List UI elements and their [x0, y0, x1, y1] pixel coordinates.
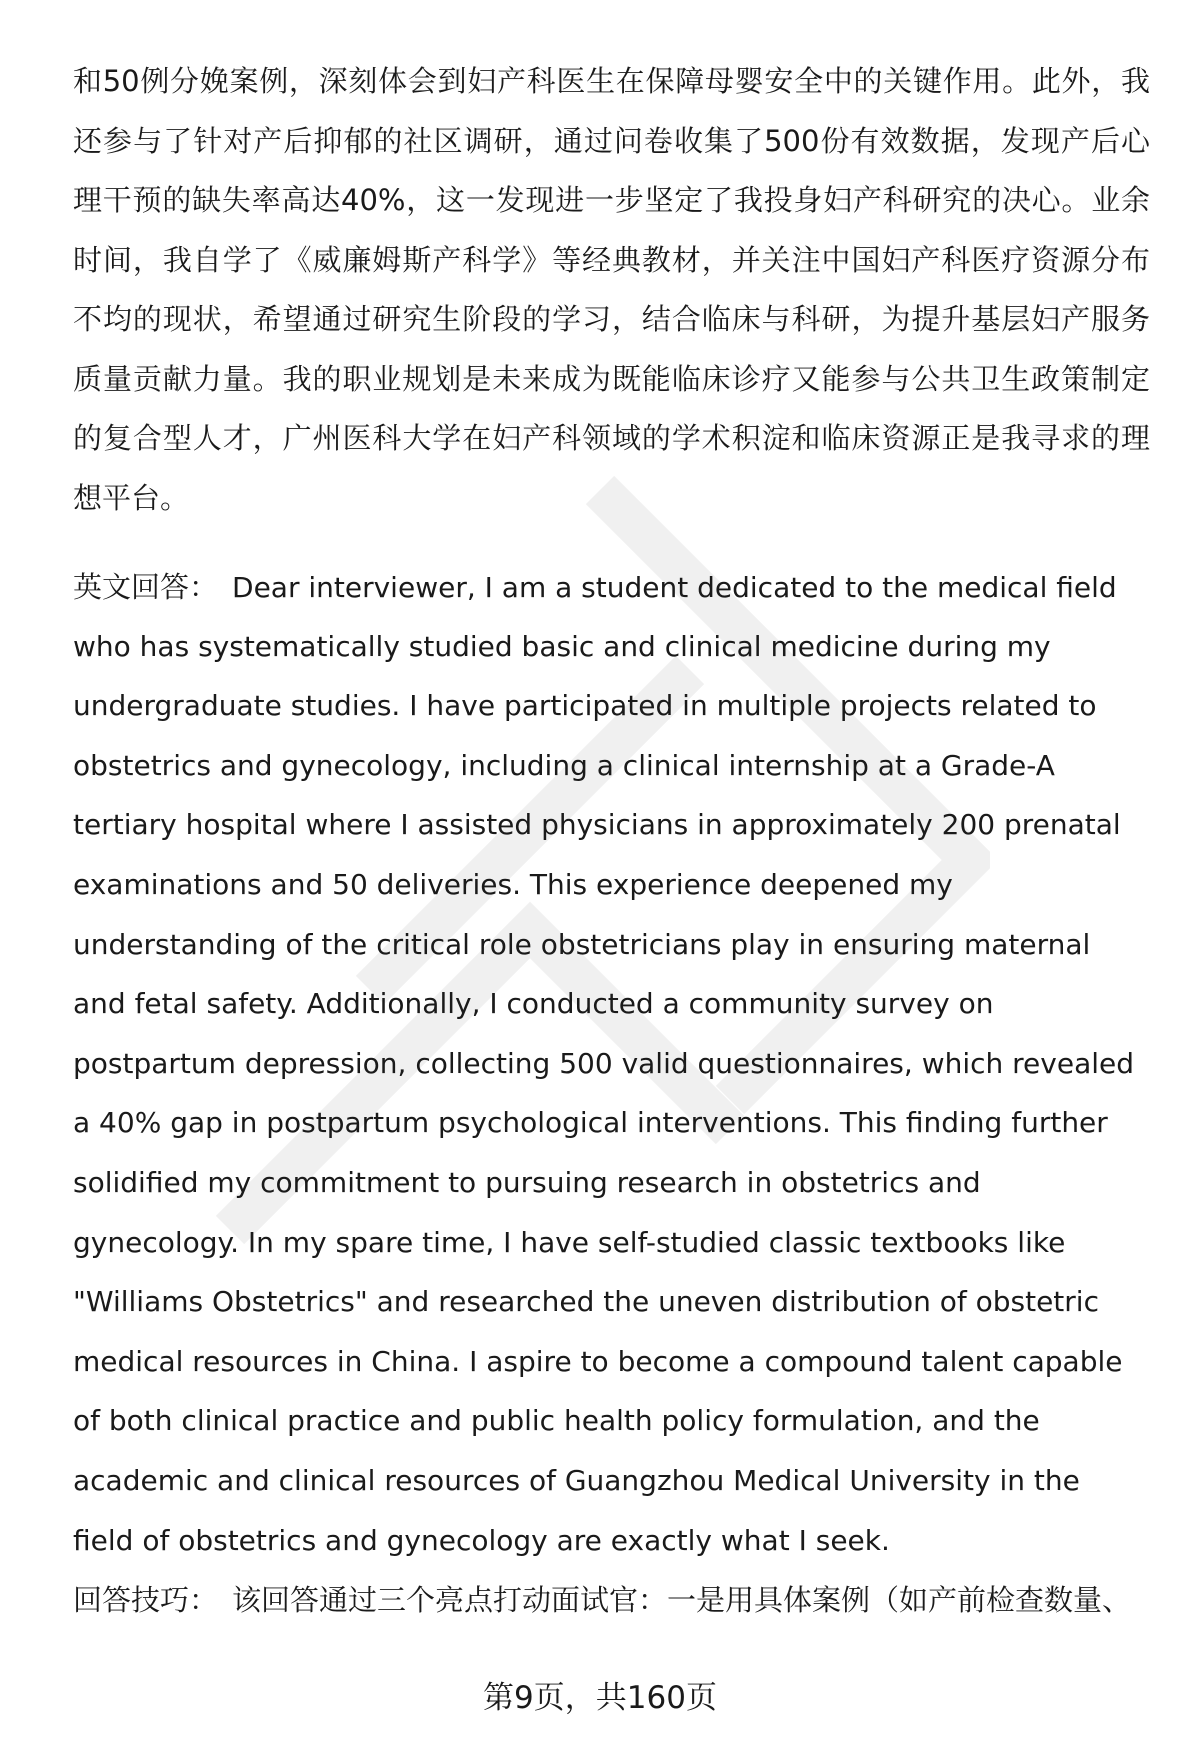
english-answer-line: solidified my commitment to pursuing research in obstetrics and — [73, 1166, 981, 1199]
paragraph-line: 和50例分娩案例，深刻体会到妇产科医生在保障母婴安全中的关键作用。此外，我 — [73, 64, 1150, 98]
english-answer-line: "Williams Obstetrics" and researched the uneven distribution of obstetric — [73, 1285, 1099, 1319]
paragraph-line: 理干预的缺失率高达40%，这一发现进一步坚定了我投身妇产科研究的决心。业余 — [73, 183, 1150, 217]
english-answer-line: a 40% gap in postpartum psychological interventions. This finding further — [73, 1106, 1108, 1140]
paragraph-line: 想平台。 — [73, 480, 190, 515]
english-answer-line: who has systematically studied basic and clinical medicine during my — [73, 629, 1051, 663]
english-answer-line: obstetrics and gynecology, including a clinical internship at a Grade-A — [73, 748, 1055, 782]
english-answer-line: gynecology. In my spare time, I have self-studied classic textbooks like — [73, 1225, 1066, 1259]
english-answer-line: and fetal safety. Additionally, I conducted a community survey on — [73, 987, 994, 1021]
paragraph-line: 时间，我自学了《威廉姆斯产科学》等经典教材，并关注中国妇产科医疗资源分布 — [73, 242, 1150, 277]
english-answer-line: understanding of the critical role obstetricians play in ensuring maternal — [73, 927, 1091, 961]
english-answer-line: of both clinical practice and public health policy formulation, and the — [73, 1404, 1040, 1438]
english-answer-first-line — [73, 557, 1150, 617]
paragraph-line: 质量贡献力量。我的职业规划是未来成为既能临床诊疗又能参与公共卫生政策制定 — [73, 361, 1150, 396]
english-answer-line: tertiary hospital where I assisted physicians in approximately 200 prenatal — [73, 808, 1121, 842]
english-answer-line: undergraduate studies. I have participated in multiple projects related to — [73, 689, 1097, 723]
english-answer-line: Dear interviewer, I am a student dedicated to the medical field — [232, 571, 1117, 604]
answer-tips-text: 该回答通过三个亮点打动面试官：一是用具体案例（如产前检查数量、 — [232, 1583, 1132, 1617]
page-number: 第9页，共160页 — [483, 1680, 717, 1716]
paragraph-line: 还参与了针对产后抑郁的社区调研，通过问卷收集了500份有效数据，发现产后心 — [73, 123, 1150, 158]
paragraph-line: 不均的现状，希望通过研究生阶段的学习，结合临床与科研，为提升基层妇产服务 — [73, 302, 1150, 336]
english-answer-line: examinations and 50 deliveries. This experience deepened my — [73, 868, 953, 901]
paragraph-line: 的复合型人才，广州医科大学在妇产科领域的学术积淀和临床资源正是我寻求的理 — [73, 421, 1150, 455]
english-answer-line: academic and clinical resources of Guangzhou Medical University in the — [73, 1464, 1080, 1497]
english-answer-line: medical resources in China. I aspire to become a compound talent capable — [73, 1344, 1123, 1378]
answer-tips-label: 回答技巧： — [73, 1583, 219, 1617]
english-answer-line: postpartum depression, collecting 500 valid questionnaires, which revealed — [73, 1046, 1135, 1080]
english-answer-line: field of obstetrics and gynecology are exactly what I seek. — [73, 1523, 890, 1557]
answer-tips-line — [73, 1570, 1150, 1630]
english-answer-label: 英文回答： — [73, 570, 219, 604]
